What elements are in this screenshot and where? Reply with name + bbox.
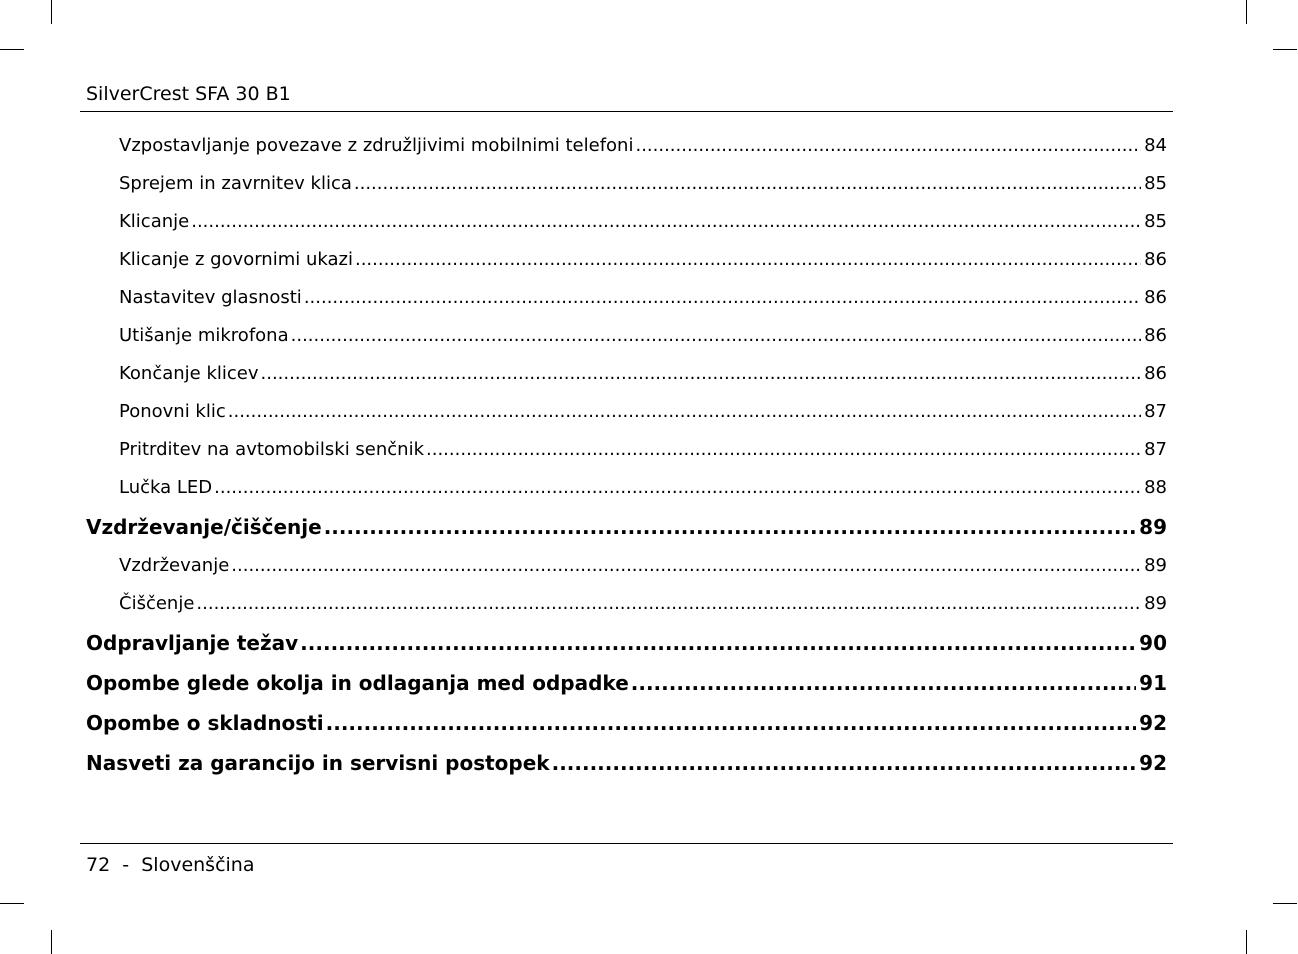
toc-entry-main[interactable] — [86, 507, 1167, 547]
toc-entry-sub[interactable] — [86, 547, 1167, 585]
toc-entry-main[interactable] — [86, 703, 1167, 743]
toc-entry-sub[interactable] — [86, 469, 1167, 507]
running-header-title: SilverCrest SFA 30 B1 — [86, 83, 291, 105]
toc-entry-sub[interactable] — [86, 203, 1167, 241]
toc-entry-page-number: 90 — [1139, 631, 1167, 655]
toc-entry-leader-dots — [635, 127, 1141, 165]
toc-entry-sub[interactable] — [86, 585, 1167, 623]
toc-entry-sub[interactable] — [86, 279, 1167, 317]
footer-separator: - — [122, 854, 130, 876]
toc-entry-sub[interactable] — [86, 165, 1167, 203]
toc-entry-page-number: 85 — [1144, 173, 1167, 194]
toc-entry-title: Pritrditev na avtomobilski senčnik — [119, 439, 425, 460]
crop-mark-top-left-vertical — [51, 0, 52, 24]
toc-entry-title: Nastavitev glasnosti — [119, 287, 302, 308]
toc-entry-page-number: 92 — [1139, 711, 1167, 735]
toc-entry-leader-dots — [196, 585, 1141, 623]
toc-entry-leader-dots — [300, 623, 1136, 663]
toc-entry-sub[interactable] — [86, 355, 1167, 393]
toc-entry-page-number: 84 — [1144, 135, 1167, 156]
toc-entry-page-number: 92 — [1139, 751, 1167, 775]
toc-entry-page-number: 86 — [1144, 363, 1167, 384]
toc-entry-page-number: 89 — [1139, 515, 1167, 539]
crop-mark-bottom-right-vertical — [1246, 930, 1247, 954]
toc-entry-title: Vzdrževanje/čiščenje — [86, 515, 322, 539]
toc-entry-page-number: 86 — [1144, 325, 1167, 346]
toc-entry-page-number: 89 — [1144, 555, 1167, 576]
toc-entry-page-number: 86 — [1144, 249, 1167, 270]
toc-entry-main[interactable] — [86, 663, 1167, 703]
toc-entry-title: Vzdrževanje — [119, 555, 230, 576]
toc-entry-page-number: 86 — [1144, 287, 1167, 308]
toc-entry-sub[interactable] — [86, 317, 1167, 355]
toc-entry-leader-dots — [191, 203, 1141, 241]
toc-entry-title: Vzpostavljanje povezave z združljivimi mobilnimi telefoni — [119, 135, 634, 156]
toc-entry-title: Končanje klicev — [119, 363, 259, 384]
toc-entry-title: Klicanje — [119, 211, 190, 232]
toc-entry-page-number: 87 — [1144, 439, 1167, 460]
crop-mark-top-left-horizontal — [0, 49, 24, 50]
footer-language: Slovenščina — [141, 854, 255, 876]
toc-entry-page-number: 87 — [1144, 401, 1167, 422]
toc-entry-title: Odpravljanje težav — [86, 631, 299, 655]
toc-entry-leader-dots — [631, 663, 1136, 703]
toc-entry-page-number: 91 — [1139, 671, 1167, 695]
toc-entry-page-number: 88 — [1144, 477, 1167, 498]
toc-entry-sub[interactable] — [86, 431, 1167, 469]
crop-mark-top-right-vertical — [1246, 0, 1247, 24]
toc-entry-sub[interactable] — [86, 241, 1167, 279]
toc-entry-leader-dots — [354, 165, 1141, 203]
toc-entry-leader-dots — [261, 355, 1142, 393]
toc-entry-leader-dots — [324, 507, 1136, 547]
table-of-contents — [86, 127, 1167, 783]
crop-mark-top-right-horizontal — [1273, 49, 1297, 50]
toc-entry-sub[interactable] — [86, 127, 1167, 165]
page-footer — [86, 852, 254, 878]
toc-entry-main[interactable] — [86, 743, 1167, 783]
toc-entry-sub[interactable] — [86, 393, 1167, 431]
footer-rule — [80, 843, 1173, 844]
toc-entry-leader-dots — [426, 431, 1141, 469]
toc-entry-leader-dots — [326, 703, 1137, 743]
toc-entry-title: Lučka LED — [119, 477, 213, 498]
toc-entry-leader-dots — [228, 393, 1141, 431]
toc-entry-title: Opombe glede okolja in odlaganja med odpadke — [86, 671, 629, 695]
toc-entry-leader-dots — [214, 469, 1141, 507]
toc-entry-title: Čiščenje — [119, 593, 195, 614]
toc-entry-title: Nasveti za garancijo in servisni postopek — [86, 751, 550, 775]
footer-page-number: 72 — [86, 854, 111, 876]
toc-entry-title: Utišanje mikrofona — [119, 325, 289, 346]
crop-mark-bottom-left-vertical — [51, 930, 52, 954]
toc-entry-leader-dots — [552, 743, 1137, 783]
toc-entry-leader-dots — [291, 317, 1141, 355]
toc-entry-main[interactable] — [86, 623, 1167, 663]
toc-entry-leader-dots — [304, 279, 1141, 317]
header-rule — [80, 111, 1173, 112]
crop-mark-bottom-right-horizontal — [1273, 903, 1297, 904]
toc-entry-title: Ponovni klic — [119, 401, 226, 422]
toc-entry-title: Klicanje z govornimi ukazi — [119, 249, 353, 270]
toc-entry-leader-dots — [231, 547, 1141, 585]
toc-entry-leader-dots — [355, 241, 1141, 279]
crop-mark-bottom-left-horizontal — [0, 903, 24, 904]
toc-entry-page-number: 85 — [1144, 211, 1167, 232]
toc-entry-page-number: 89 — [1144, 593, 1167, 614]
toc-entry-title: Sprejem in zavrnitev klica — [119, 173, 352, 194]
toc-entry-title: Opombe o skladnosti — [86, 711, 324, 735]
